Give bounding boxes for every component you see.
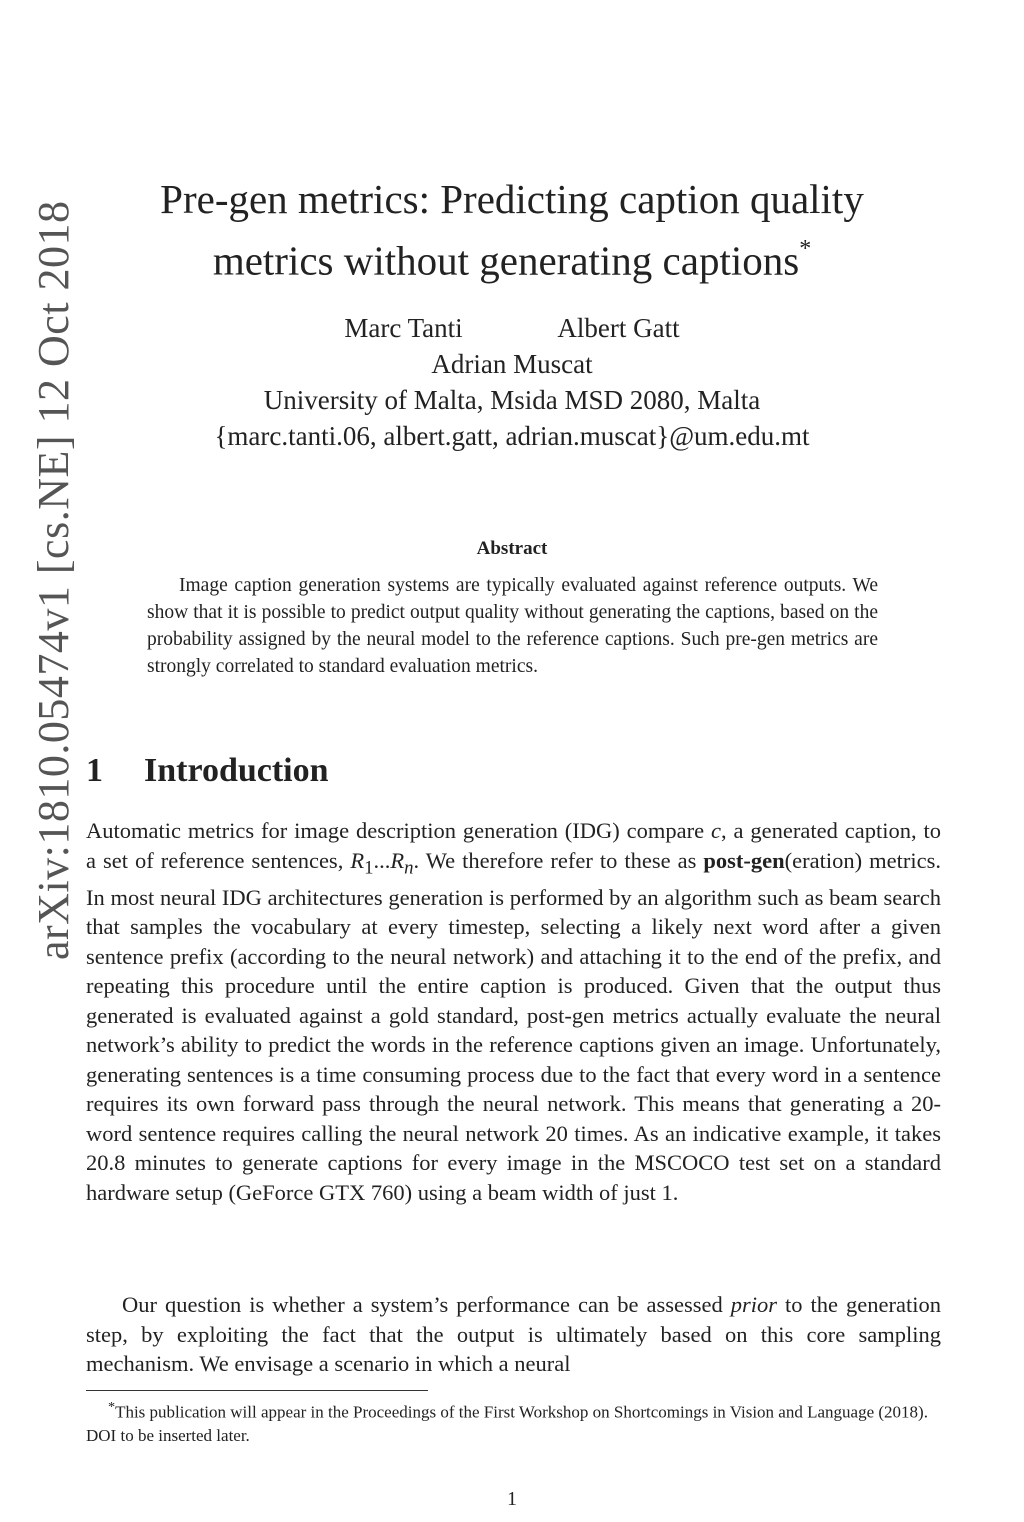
paper-title xyxy=(120,172,904,288)
title-line-2 xyxy=(120,226,904,288)
author-block xyxy=(120,310,904,454)
emails: {marc.tanti.06, albert.gatt, adrian.muscat}@um.edu.mt xyxy=(214,421,810,451)
p1-math-r1: R xyxy=(350,847,365,873)
footnote-mark: * xyxy=(108,1399,116,1415)
title-footnote-mark: * xyxy=(799,236,812,262)
footnote-rule xyxy=(86,1390,428,1391)
author-row xyxy=(120,310,904,346)
affiliation: University of Malta, Msida MSD 2080, Malta xyxy=(263,385,761,415)
p1-bold-term: post-gen xyxy=(703,847,785,873)
abstract-text: Image caption generation systems are typically evaluated against reference outputs. We show that it is possible to predict output quality without generating the captions, based on the probability assigned by the neural model to the reference captions. Such pre-gen metrics are strongly correlated to standard evaluation metrics. xyxy=(147,575,878,677)
p1-math-r1-sub: 1 xyxy=(364,857,374,878)
title-line-2-text: metrics without generating captions xyxy=(212,237,800,284)
author-1: Marc Tanti xyxy=(344,313,463,343)
section-title: Introduction xyxy=(144,752,329,789)
p2-italic: prior xyxy=(730,1292,777,1317)
p1-text-3: . We therefore refer to these as xyxy=(413,847,704,873)
section-heading xyxy=(86,752,329,790)
intro-paragraph-2 xyxy=(86,1290,941,1379)
p2-text-2: to the generation step, by exploiting the fact that the output is ultimately based on this core sampling mechanism. We envisage a scenario in which a neural xyxy=(86,1292,941,1376)
p1-math-rn-sub: n xyxy=(404,857,414,878)
footnote xyxy=(86,1396,941,1447)
intro-paragraph-1 xyxy=(86,816,941,1207)
p1-text-4: (eration) metrics. In most neural IDG architectures generation is performed by an algorithm such as beam search that samples the vocabulary at every timestep, selecting a likely next word after a given sentence prefix (according to the neural network) and attaching it to the end of the prefix, and repeating this procedure until the entire caption is produced. Given that the output thus generated is evaluated against a gold standard, post-gen metrics actually evaluate the neural network’s ability to predict the words in the reference captions given an image. Unfortunately, generating sentences is a time consuming process due to the fact that every word in a sentence requires its own forward pass through the neural network. This means that generating a 20-word sentence requires calling the neural network 20 times. As an indicative example, it takes 20.8 minutes to generate captions for every image in the MSCOCO test set on a standard hardware setup (GeForce GTX 760) using a beam width of just 1. xyxy=(86,847,942,1205)
section-number: 1 xyxy=(86,752,103,789)
p1-text-2: , a generated caption, to a set of reference sentences, xyxy=(86,818,941,873)
p1-text-1: Automatic metrics for image description generation (IDG) compare xyxy=(86,818,711,843)
p1-math-rn: R xyxy=(390,847,405,873)
author-2: Albert Gatt xyxy=(557,313,680,343)
p2-text-1: Our question is whether a system’s performance can be assessed xyxy=(122,1292,731,1317)
page-number: 1 xyxy=(507,1488,517,1510)
p1-math-c: c xyxy=(710,818,721,843)
abstract-heading: Abstract xyxy=(476,538,548,559)
footnote-text: This publication will appear in the Proceedings of the First Workshop on Shortcomings in Vision and Language (2018). DOI to be inserted later. xyxy=(86,1402,928,1445)
p1-math-dots: ... xyxy=(373,847,391,873)
author-3: Adrian Muscat xyxy=(431,349,593,379)
arxiv-stamp: arXiv:1810.05474v1 [cs.NE] 12 Oct 2018 xyxy=(29,200,78,960)
title-line-1: Pre-gen metrics: Predicting caption quality xyxy=(160,176,864,222)
